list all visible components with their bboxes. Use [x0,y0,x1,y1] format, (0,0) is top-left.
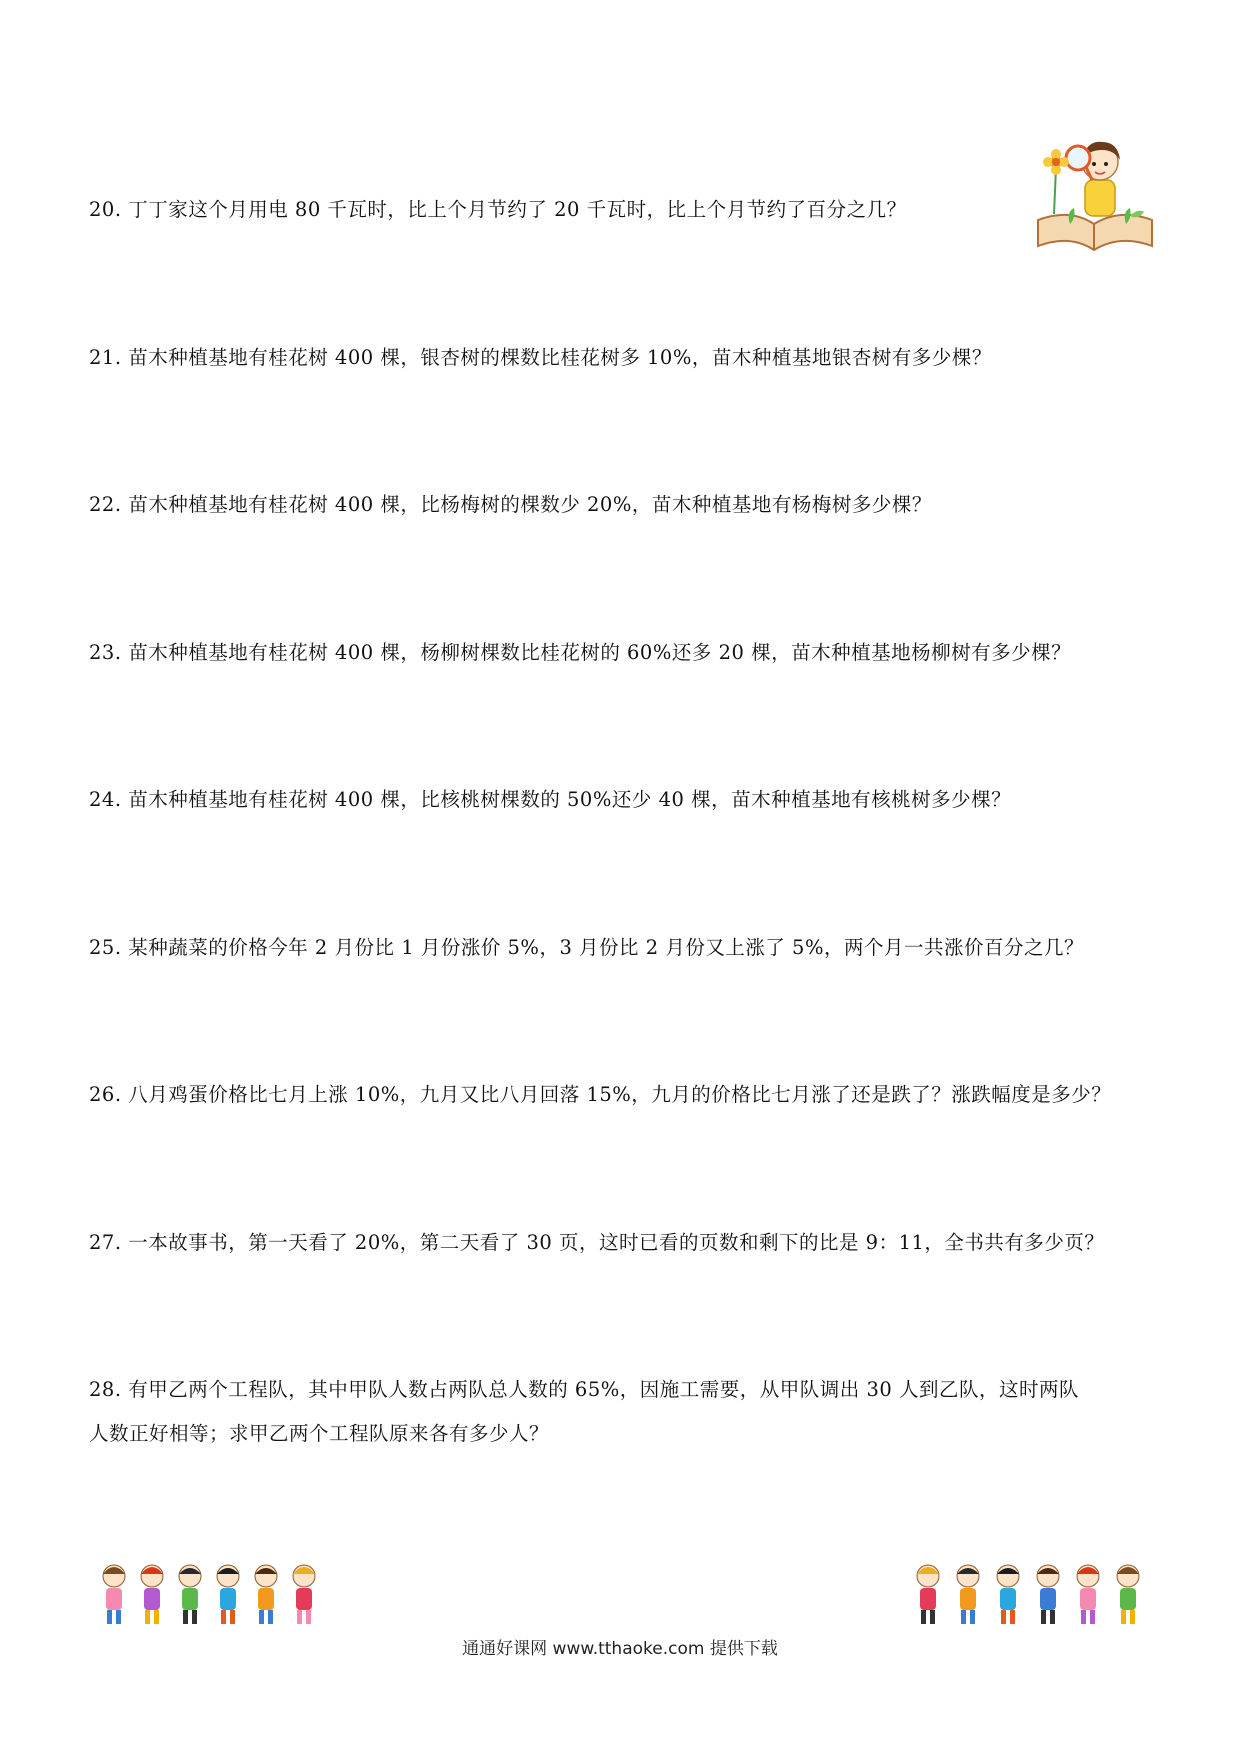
question-text: 24. 苗木种植基地有桂花树 400 棵，比核桃树棵数的 50%还少 40 棵，苗木种植基地有核桃树多少棵？ [89,788,1012,811]
cartoon-kids-right-illustration [910,1560,1160,1630]
cartoon-kids-left-illustration [96,1560,326,1630]
question-21 [89,336,1149,380]
question-22 [89,483,1149,527]
question-text: 23. 苗木种植基地有桂花树 400 棵，杨柳树棵数比桂花树的 60%还多 20 棵，苗木种植基地杨柳树有多少棵？ [89,641,1072,664]
question-27 [89,1221,1149,1265]
question-28 [89,1368,1149,1456]
question-23 [89,631,1149,675]
question-26 [89,1073,1149,1117]
question-text: 20. 丁丁家这个月用电 80 千瓦时，比上个月节约了 20 千瓦时，比上个月节约了百分之几？ [89,198,907,221]
question-text: 21. 苗木种植基地有桂花树 400 棵，银杏树的棵数比桂花树多 10%，苗木种植基地银杏树有多少棵？ [89,346,992,369]
question-text: 22. 苗木种植基地有桂花树 400 棵，比杨梅树的棵数少 20%，苗木种植基地有杨梅树多少棵？ [89,493,932,516]
question-text: 27. 一本故事书，第一天看了 20%，第二天看了 30 页，这时已看的页数和剩下的比是 9：11，全书共有多少页？ [89,1231,1105,1254]
footer-source-text: 通通好课网 www.tthaoke.com 提供下载 [462,1639,778,1659]
question-25 [89,926,1149,970]
question-text: 25. 某种蔬菜的价格今年 2 月份比 1 月份涨价 5%，3 月份比 2 月份又上涨了 5%，两个月一共涨价百分之几？ [89,936,1084,959]
question-24 [89,778,1149,822]
question-text-line-2: 人数正好相等；求甲乙两个工程队原来各有多少人？ [89,1422,550,1445]
question-text: 26. 八月鸡蛋价格比七月上涨 10%，九月又比八月回落 15%，九月的价格比七月涨了还是跌了？涨跌幅度是多少？ [89,1083,1112,1106]
question-text-line-1: 28. 有甲乙两个工程队，其中甲队人数占两队总人数的 65%，因施工需要，从甲队调出 30 人到乙队，这时两队 [89,1378,1079,1401]
question-20 [89,188,1149,232]
